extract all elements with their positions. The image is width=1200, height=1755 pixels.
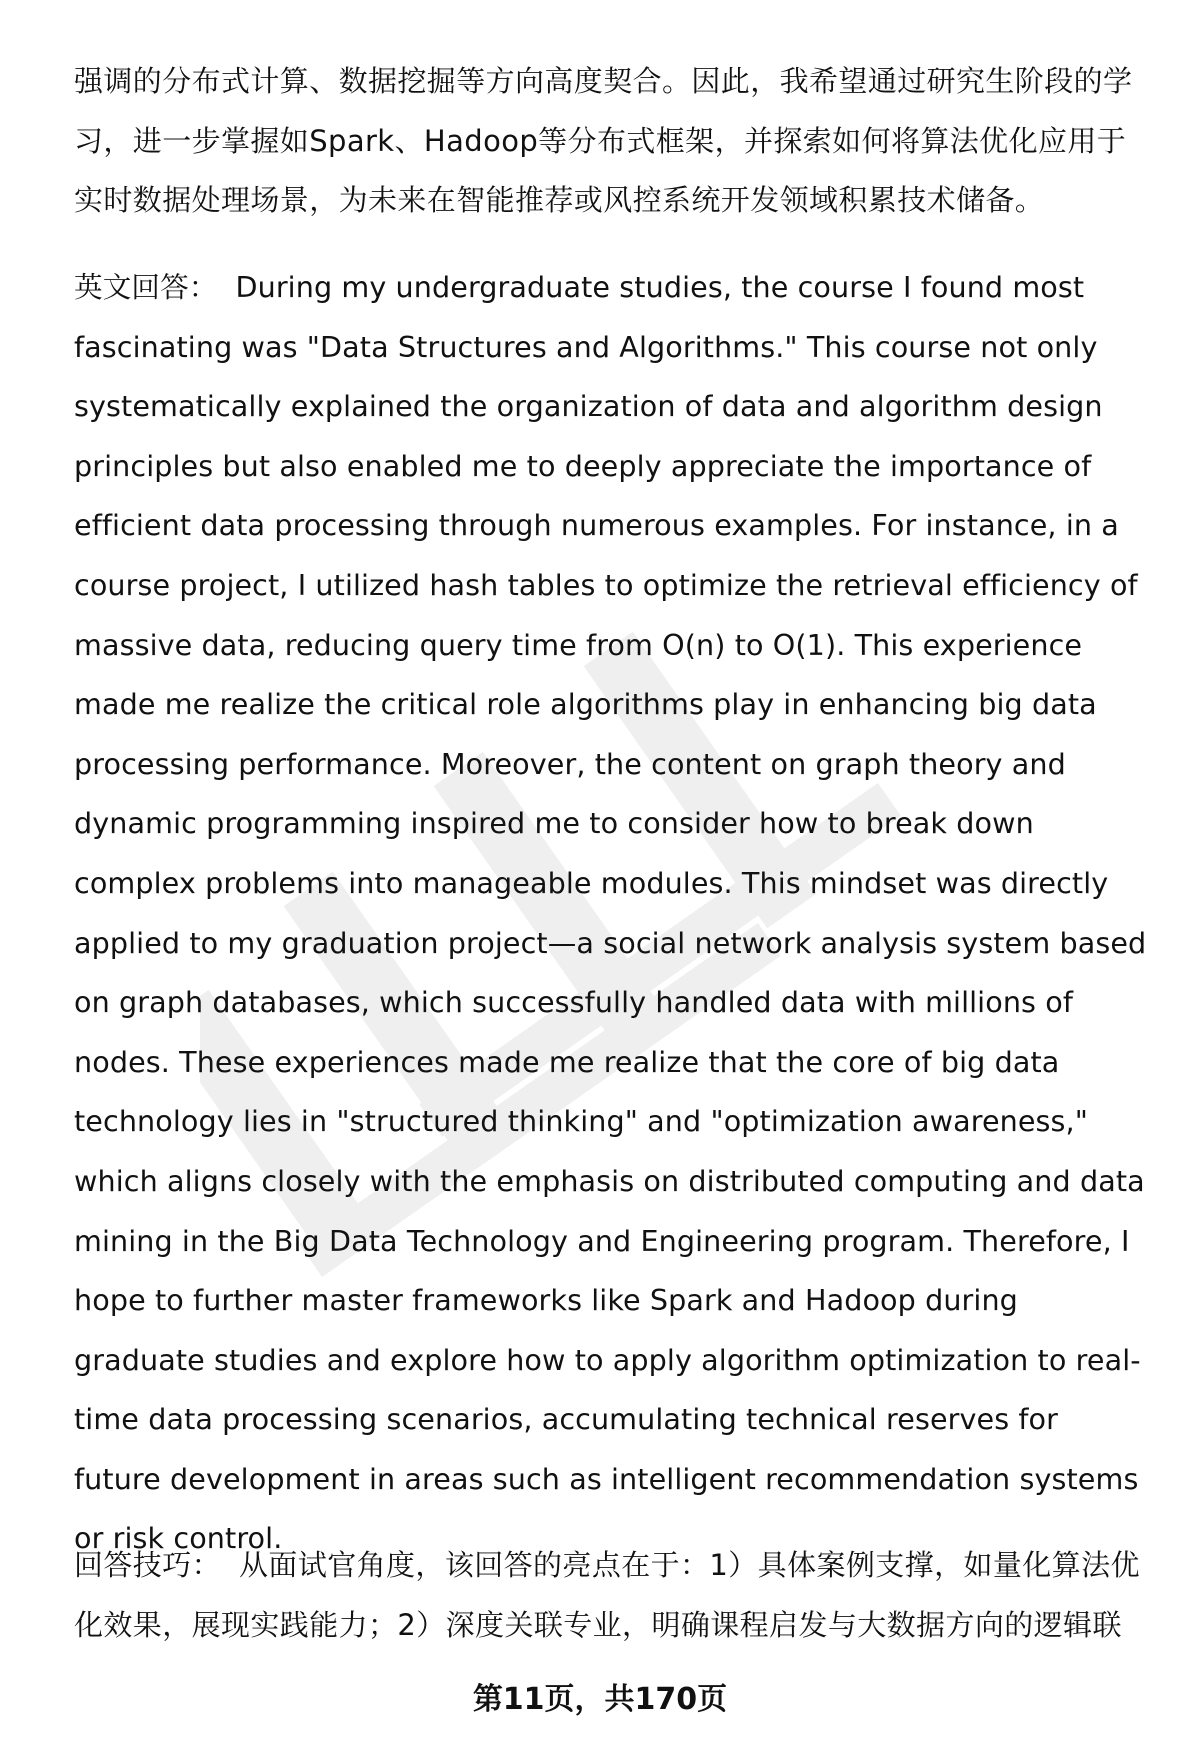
answer-tips-label: 回答技巧：	[74, 1548, 222, 1582]
english-answer-paragraph	[74, 258, 1154, 1569]
continuation-paragraph: 强调的分布式计算、数据挖掘等方向高度契合。因此，我希望通过研究生阶段的学习，进一步掌握如Spark、Hadoop等分布式框架，并探索如何将算法优化应用于实时数据处理场景，为未来在智能推荐或风控系统开发领域积累技术储备。	[74, 64, 1133, 218]
page-indicator: 第11页，共170页	[472, 1682, 728, 1717]
answer-tips-text: 从面试官角度，该回答的亮点在于：1）具体案例支撑，如量化算法优化效果，展现实践能力；2）深度关联专业，明确课程启发与大数据方向的逻辑联	[74, 1548, 1140, 1642]
english-answer-text: During my undergraduate studies, the course I found most fascinating was "Data Structures and Algorithms." This course not only systematically explained the organization of data and algorithm design principles but also enabled me to deeply appreciate the importance of efficient data processing through numerous examples. For instance, in a course project, I utilized hash tables to optimize the retrieval efficiency of massive data, reducing query time from O(n) to O(1). This experience made me realize the critical role algorithms play in enhancing big data processing performance. Moreover, the content on graph theory and dynamic programming inspired me to consider how to break down complex problems into manageable modules. This mindset was directly applied to my graduation project—a social network analysis system based on graph databases, which successfully handled data with millions of nodes. These experiences made me realize that the core of big data technology lies in "structured thinking" and "optimization awareness," which aligns closely with the emphasis on distributed computing and data mining in the Big Data Technology and Engineering program. Therefore, I hope to further master frameworks like Spark and Hadoop during graduate studies and explore how to apply algorithm optimization to real-time data processing scenarios, accumulating technical reserves for future development in areas such as intelligent recommendation systems or risk control.	[74, 270, 1147, 1556]
english-answer-label: 英文回答：	[74, 270, 218, 304]
answer-tips-paragraph	[74, 1536, 1154, 1655]
